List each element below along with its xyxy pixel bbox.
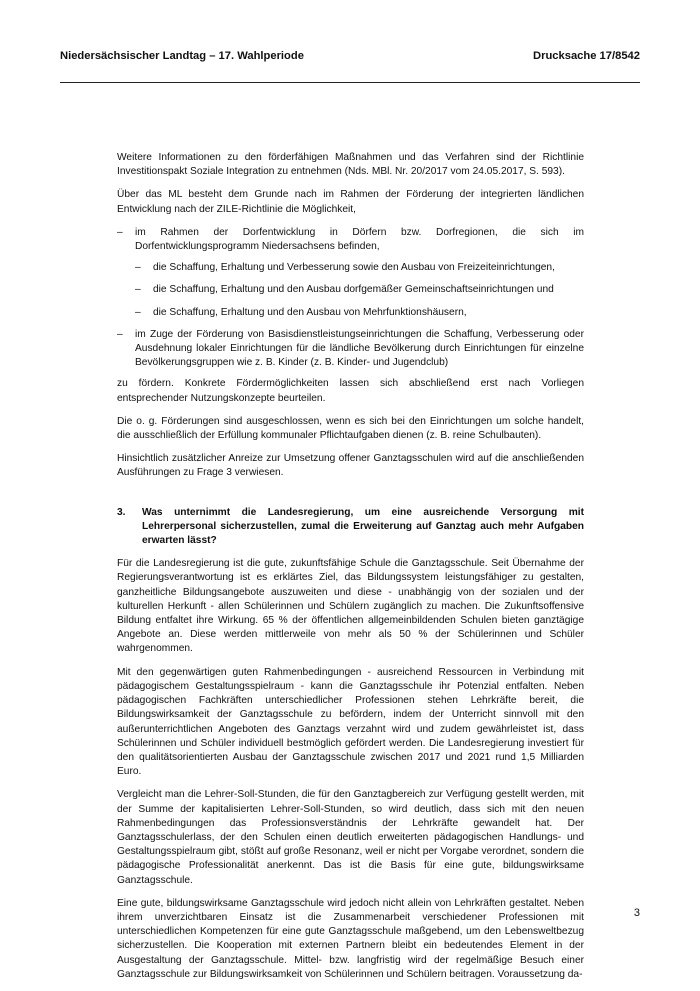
- question-number: 3.: [117, 506, 126, 518]
- paragraph-info: Weitere Informationen zu den förderfähigen Maßnahmen und das Verfahren sind der Richtlinie Investitionspakt Soziale Integration zu entnehmen (Nds. MBl. Nr. 20/2017 vom 24.05.2017, S. 593).: [117, 152, 584, 178]
- list-item-dorfentwicklung: – im Rahmen der Dorfentwicklung in Dörfern bzw. Dorfregionen, die sich im Dorfentwicklungsprogramm Niedersachsens befinden,: [117, 226, 584, 254]
- header-divider: [60, 82, 640, 83]
- question-3: [117, 506, 584, 549]
- list-subitem-freizeit: – die Schaffung, Erhaltung und Verbesserung sowie den Ausbau von Freizeiteinrichtungen,: [135, 261, 584, 275]
- question-text: Was unternimmt die Landesregierung, um eine ausreichende Versorgung mit Lehrerpersonal sicherzustellen, zumal die Erweiterung auf Ganztag auch mehr Aufgaben erwarten lässt?: [142, 506, 584, 547]
- paragraph-foerdern: zu fördern. Konkrete Fördermöglichkeiten lassen sich abschließend erst nach Vorliegen entsprechender Nutzungskonzepte beurteilen.: [117, 378, 584, 404]
- paragraph-kooperation: Eine gute, bildungswirksame Ganztagsschule wird jedoch nicht allein von Lehrkräften gestaltet. Neben ihrem unverzichtbaren Einsatz ist die Zusammenarbeit verschiedener Professionen mit unterschiedlichen Kompetenzen für eine gute Ganztagsschule maßgebend, um den Lebensweltbezug sicherzustellen. Die Kooperation mit externen Partnern bleibt ein bedeutendes Element in der Ausgestaltung der Ganztagsschule. Mittel- bzw. langfristig wird der regelmäßige Besuch einer Ganztagsschule zur Bildungswirksamkeit von Schülerinnen und Schülern beitragen. Voraussetzung da-: [117, 897, 584, 980]
- paragraph-ganztag-ziel: Für die Landesregierung ist die gute, zukunftsfähige Schule die Ganztagsschule. Seit Übernahme der Regierungsverantwortung ist es erklärtes Ziel, das Bildungssystem leistungsfähiger zu gestalten, ganzheitliche Bildungsangebote auszuweiten und diese - unabhängig von der sozialen und der kulturellen Herkunft - allen Schülerinnen und Schülern zugänglich zu machen. Die Zukunftsoffensive Bildung entfaltet ihre Wirkung. 65 % der öffentlichen allgemeinbildenden Schulen bieten ganztägige Angebote an. Diese werden mittlerweile von mehr als 50 % der Schülerinnen und Schüler wahrgenommen.: [117, 558, 584, 655]
- document-body: [117, 151, 584, 991]
- list-subitem-mehrfunktion: – die Schaffung, Erhaltung und den Ausbau von Mehrfunktionshäusern,: [135, 306, 584, 320]
- paragraph-zile: Über das ML besteht dem Grunde nach im Rahmen der Förderung der integrierten ländlichen Entwicklung nach der ZILE-Richtlinie die Möglichkeit,: [117, 189, 584, 215]
- document-number: Drucksache 17/8542: [533, 50, 640, 62]
- list-subitem-gemeinschaft: – die Schaffung, Erhaltung und den Ausbau dorfgemäßer Gemeinschaftseinrichtungen und: [135, 283, 584, 297]
- parliament-title: Niedersächsischer Landtag – 17. Wahlperiode: [60, 50, 304, 62]
- paragraph-ausgeschlossen: Die o. g. Förderungen sind ausgeschlossen, wenn es sich bei den Einrichtungen um solche handelt, die ausschließlich der Erfüllung kommunaler Pflichtaufgaben dienen (z. B. reine Schulbauten).: [117, 415, 584, 442]
- paragraph-rahmenbedingungen: Mit den gegenwärtigen guten Rahmenbedingungen - ausreichend Ressourcen in Verbindung mit pädagogischem Gestaltungsspielraum - kann die Ganztagsschule ihr Potenzial entfalten. Neben pädagogischen Fachkräften unterschiedlicher Professionen stehen Lehrkräfte bereit, die Bildungswirksamkeit der Ganztagsschule zu befördern, indem der Unterricht sinnvoll mit den außerunterrichtlichen Angeboten des Ganztags verzahnt wird und zudem gewährleistet ist, dass Schülerinnen und Schüler individuell bestmöglich gefördert werden. Die Landesregierung investiert für den qualitätsorientierten Ausbau der Ganztagsschule zwischen 2017 und 2021 rund 1,5 Milliarden Euro.: [117, 666, 584, 778]
- page-number: 3: [633, 907, 640, 919]
- list-item-basisdienst: – im Zuge der Förderung von Basisdienstleistungseinrichtungen die Schaffung, Verbesserung oder Ausdehnung lokaler Einrichtungen für die ländliche Bevölkerung durch Einrichtungen für einzelne Bevölkerungsgruppen wie z. B. Kinder (z. B. Kinder- und Jugendclub): [117, 328, 584, 371]
- paragraph-anreize: Hinsichtlich zusätzlicher Anreize zur Umsetzung offener Ganztagsschulen wird auf die anschließenden Ausführungen zu Frage 3 verwiesen.: [117, 453, 584, 479]
- paragraph-lehrer-soll: Vergleicht man die Lehrer-Soll-Stunden, die für den Ganztagbereich zur Verfügung gestellt werden, mit der Summe der kapitalisierten Lehrer-Soll-Stunden, so wird deutlich, dass sich mit den neuen Rahmenbedingungen das Professionsverständnis der Lehrkräfte gewandelt hat. Der Ganztagsschulerlass, der den Schulen einen deutlich erweiterten pädagogischen Handlungs- und Gestaltungsspielraum gibt, stößt auf große Resonanz, weil er nicht per Vorgabe verordnet, sondern die pädagogische Professionalität anerkennt. Das ist die Basis für eine gute, bildungswirksame Ganztagsschule.: [117, 789, 584, 886]
- page-header: [60, 50, 640, 62]
